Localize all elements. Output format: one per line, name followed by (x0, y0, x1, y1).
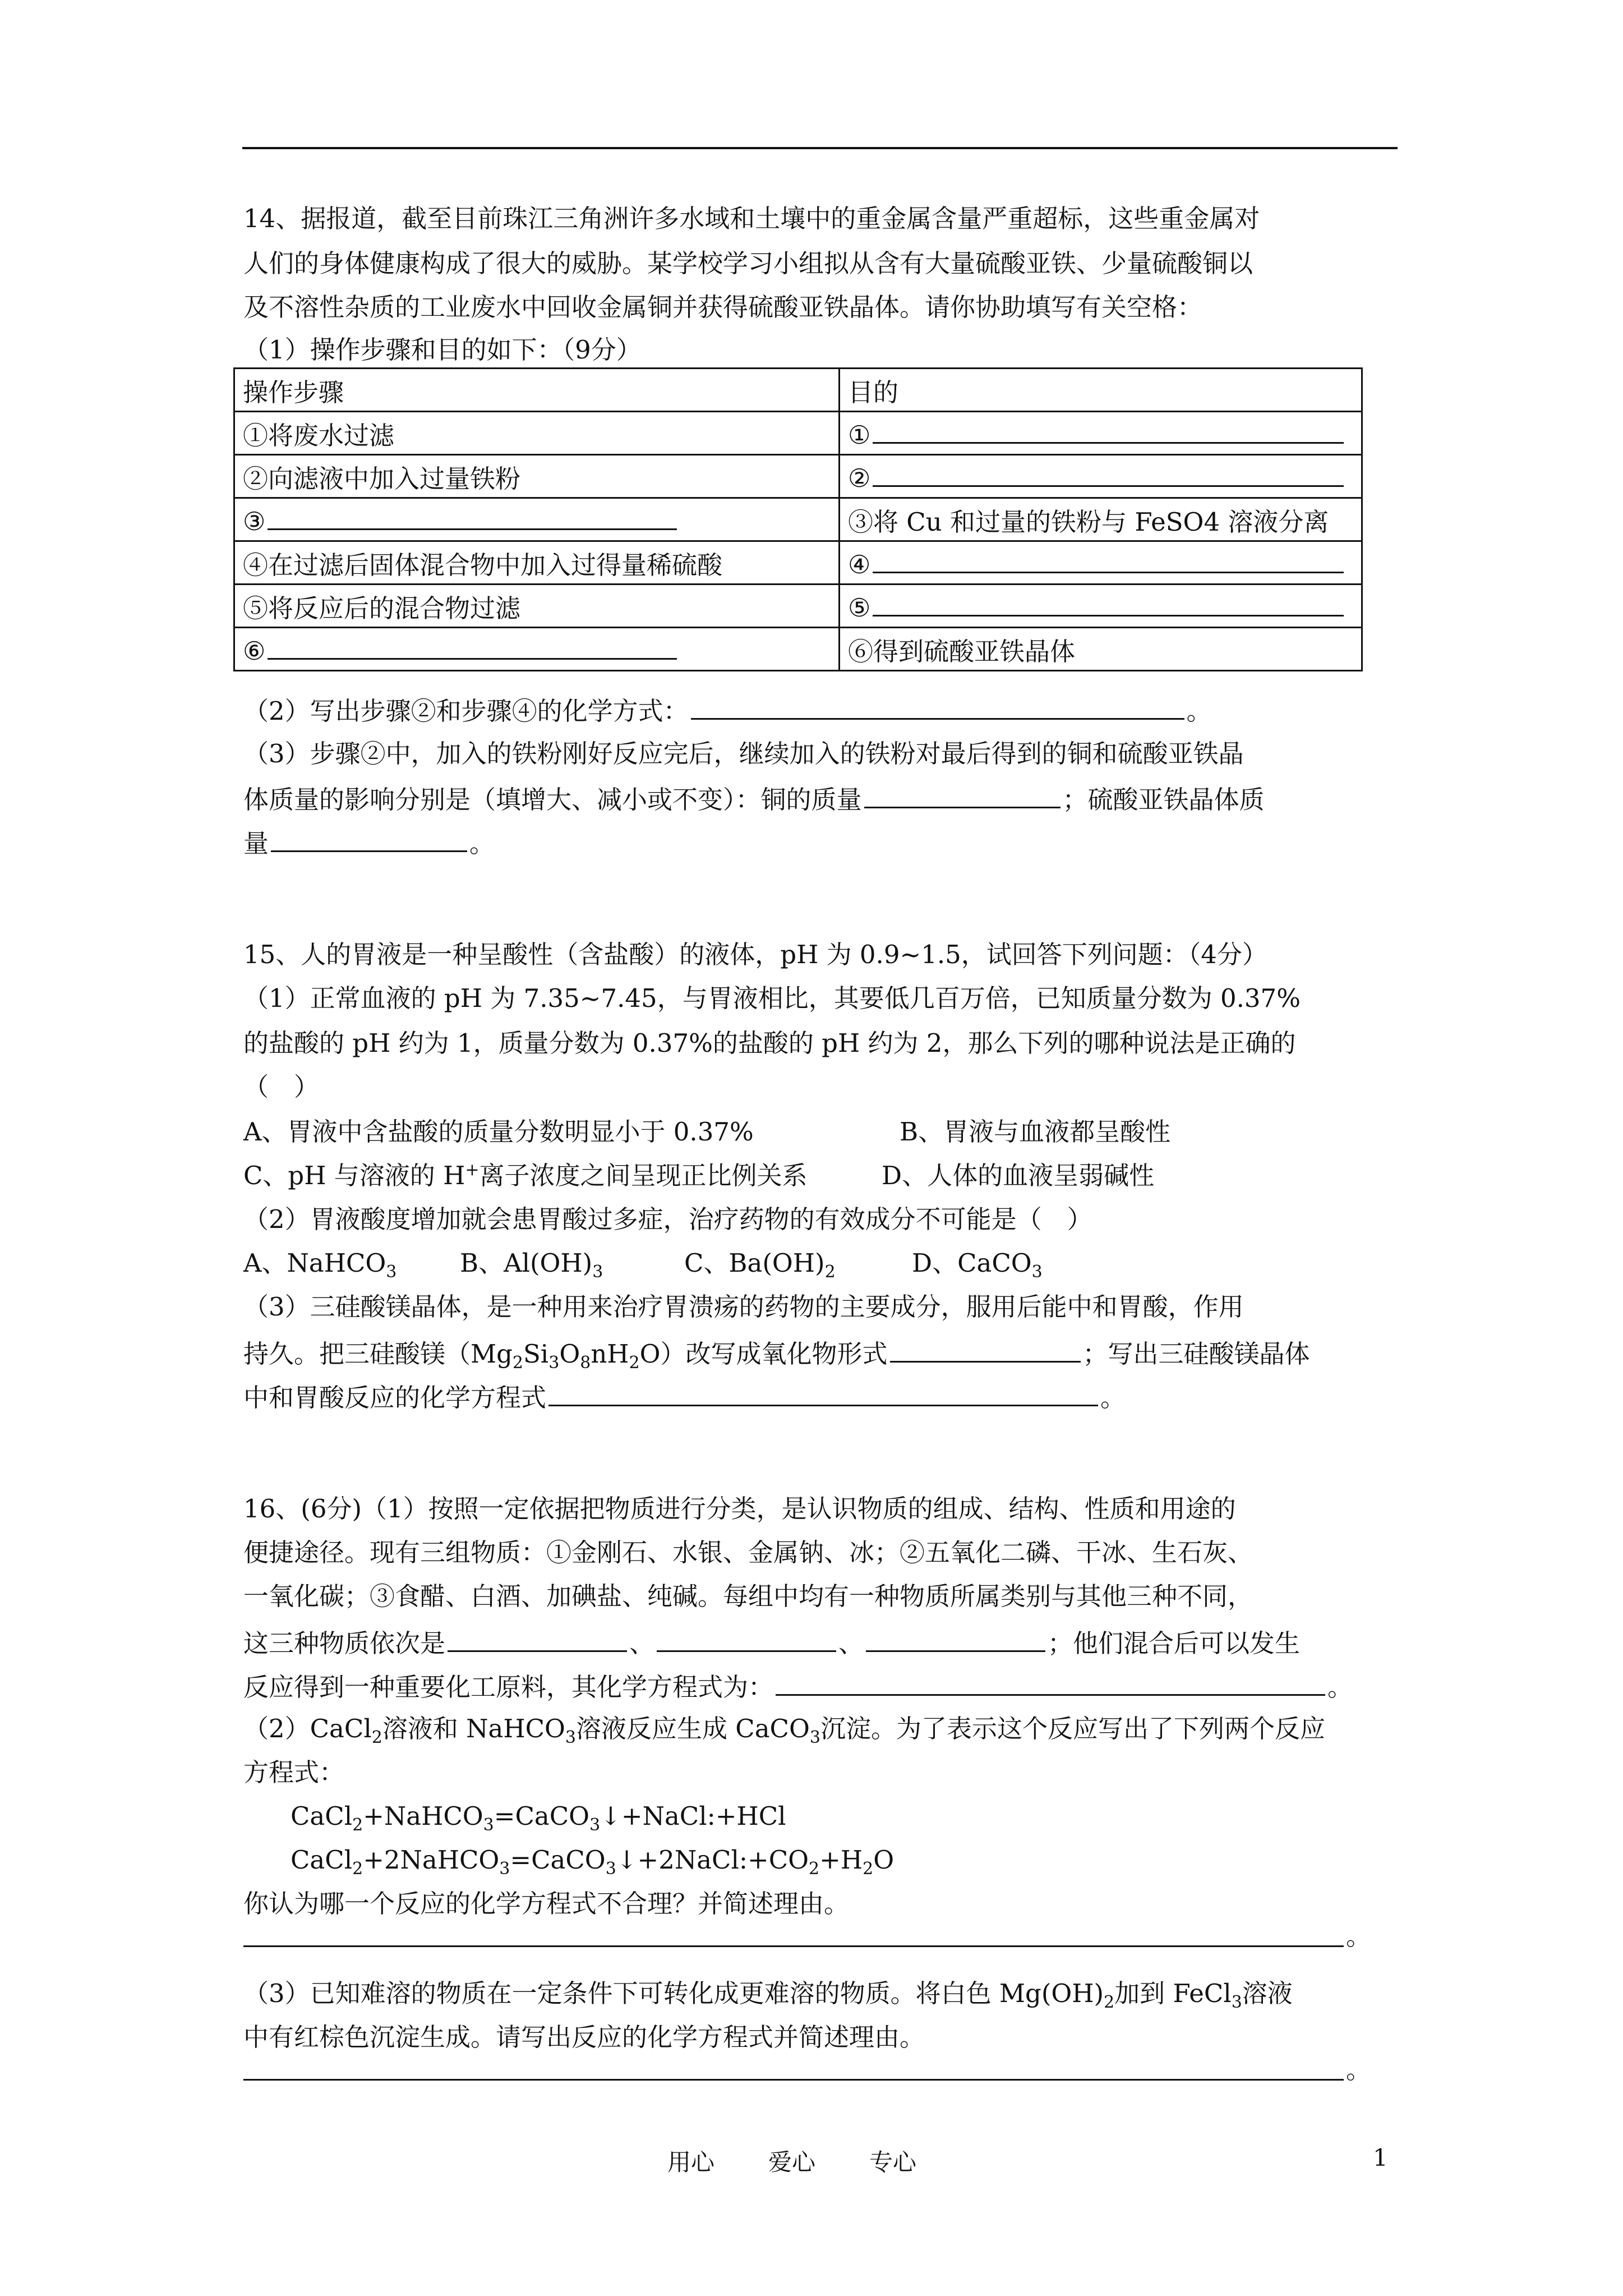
q16-part2-question: 你认为哪一个反应的化学方程式不合理？并简述理由。 (243, 1889, 850, 1918)
q15-part3-line-2: 持久。把三硅酸镁$(Mg_2Si_3O_8nH_2O)$改写成氧化物形式 ；写出三硅酸镁晶体 (243, 1335, 1310, 1371)
q14-line-1: 14、据报道，截至目前珠江三角洲许多水域和土壤中的重金属含量严重超标，这些重金属对 (243, 204, 1260, 233)
q15-line-3: 的盐酸的 pH 约为 1，质量分数为 0.37%的盐酸的 pH 约为 2，那么下列的哪种说法是正确的 (243, 1028, 1296, 1058)
q14-part3-line-2: 体质量的影响分别是（填增大、减小或不变）：铜的质量 ；硫酸亚铁晶体质 (243, 781, 1265, 817)
answer-blank[interactable] (448, 1625, 627, 1652)
answer-blank[interactable] (776, 1668, 1325, 1696)
step-cell: ④在过滤后固体混合物中加入过得量稀硫酸 (234, 541, 840, 585)
q15-option-d: D、人体的血液呈弱碱性 (882, 1161, 1155, 1190)
q15-option-b: B、胃液与血液都呈酸性 (900, 1117, 1171, 1147)
purpose-cell: ④ (840, 541, 1362, 585)
header-purpose: 目的 (840, 369, 1362, 412)
step-cell: ⑥ (234, 628, 840, 671)
purpose-cell: ③将 Cu 和过量的铁粉与 FeSO4 溶液分离 (840, 498, 1362, 541)
step-cell: ①将废水过滤 (234, 412, 840, 455)
table-header-row (234, 369, 1362, 412)
period: 。 (1346, 1921, 1372, 1951)
footer-motto-3: 专心 (869, 2148, 917, 2176)
q15-option-a: A、胃液中含盐酸的质量分数明显小于 0.37% (243, 1117, 754, 1147)
answer-blank[interactable] (271, 825, 467, 852)
q16-line-4: 这三种物质依次是 、 、 ；他们混合后可以发生 (243, 1625, 1300, 1660)
page-number: 1 (1373, 2144, 1388, 2171)
q15-part3-line-3: 中和胃酸反应的化学方程式 。 (243, 1379, 1126, 1415)
answer-blank[interactable] (268, 503, 677, 530)
answer-blank[interactable] (873, 546, 1344, 573)
q16-line-2: 便捷途径。现有三组物质：①金刚石、水银、金属钠、冰；②五氧化二磷、干冰、生石灰、 (243, 1538, 1253, 1567)
period: 。 (1346, 2055, 1372, 2085)
purpose-cell: ① (840, 412, 1362, 455)
q14-part2: （2）写出步骤②和步骤④的化学方式： 。 (243, 692, 1212, 728)
equation-1: CaCl$_2$+NaHCO$_3$=CaCO$_3$↓+NaCl:+HCl (291, 1801, 786, 1835)
q16-part3-line-2: 中有红棕色沉淀生成。请写出反应的化学方程式并简述理由。 (243, 2022, 925, 2052)
q14-part3-line-1: （3）步骤②中，加入的铁粉刚好反应完后，继续加入的铁粉对最后得到的铜和硫酸亚铁晶 (243, 739, 1244, 769)
q16-part2-line-1: （2）CaCl$_2$溶液和 NaHCO$_3$溶液反应生成 CaCO$_3$沉淀。为了表示这个反应写出了下列两个反应 (243, 1714, 1325, 1747)
q14-part3-line-3: 量 。 (243, 825, 495, 861)
q16-line-5: 反应得到一种重要化工原料，其化学方程式为： 。 (243, 1668, 1353, 1704)
table-row (234, 541, 1362, 585)
table-row (234, 455, 1362, 498)
table-row (234, 628, 1362, 671)
top-rule (242, 147, 1398, 149)
answer-blank[interactable] (691, 692, 1184, 720)
q15-bracket: （ ） (243, 1072, 320, 1102)
q15-option-c: C、pH 与溶液的 H+离子浓度之间呈现正比例关系 (243, 1160, 808, 1190)
q16-part2-line-2: 方程式： (243, 1757, 345, 1787)
q15-line-2: （1）正常血液的 pH 为 7.35~7.45，与胃液相比，其要低几百万倍，已知质量分数为 0.37% (243, 983, 1301, 1013)
answer-blank[interactable] (890, 1335, 1081, 1363)
answer-blank[interactable] (657, 1625, 836, 1652)
q15-choice-d: D、CaCO$_3$ (912, 1248, 1043, 1282)
equation-2: $CaCl_2+2NaHCO_3=CaCO_3↓+2NaCl:+CO_2+H_2O$ (291, 1845, 895, 1879)
operation-table (233, 367, 1363, 671)
table-row (234, 498, 1362, 541)
purpose-cell: ⑥得到硫酸亚铁晶体 (840, 628, 1362, 671)
step-cell: ②向滤液中加入过量铁粉 (234, 455, 840, 498)
q16-line-3: 一氧化碳；③食醋、白酒、加碘盐、纯碱。每组中均有一种物质所属类别与其他三种不同， (243, 1581, 1253, 1611)
q15-choice-b: B、$Al(OH)_3$ (460, 1248, 603, 1282)
answer-blank[interactable] (866, 1625, 1045, 1652)
q15-part3-line-1: （3）三硅酸镁晶体，是一种用来治疗胃溃疡的药物的主要成分，服用后能中和胃酸，作用 (243, 1292, 1244, 1322)
purpose-cell: ② (840, 455, 1362, 498)
q15-choice-a: A、NaHCO$_3$ (243, 1248, 397, 1282)
q16-line-1: 16、(6分)（1）按照一定依据把物质进行分类，是认识物质的组成、结构、性质和用途的 (243, 1494, 1236, 1524)
table-row (234, 412, 1362, 455)
purpose-cell: ⑤ (840, 585, 1362, 628)
q15-line-1: 15、人的胃液是一种呈酸性（含盐酸）的液体，pH 为 0.9~1.5，试回答下列问题：（4分） (243, 940, 1267, 969)
q14-line-2: 人们的身体健康构成了很大的威胁。某学校学习小组拟从含有大量硫酸亚铁、少量硫酸铜以 (243, 249, 1253, 278)
answer-blank[interactable] (864, 781, 1061, 808)
answer-line[interactable] (243, 1945, 1344, 1947)
answer-blank[interactable] (873, 589, 1344, 616)
q14-part1-heading: （1）操作步骤和目的如下：（9分） (243, 335, 642, 365)
footer-motto-1: 用心 (667, 2148, 715, 2176)
answer-blank[interactable] (873, 459, 1344, 487)
table-row (234, 585, 1362, 628)
q14-line-3: 及不溶性杂质的工业废水中回收金属铜并获得硫酸亚铁晶体。请你协助填写有关空格： (243, 292, 1203, 322)
answer-blank[interactable] (268, 632, 677, 660)
step-cell: ⑤将反应后的混合物过滤 (234, 585, 840, 628)
answer-line[interactable] (243, 2079, 1344, 2081)
q15-choice-c: C、$Ba(OH)_2$ (684, 1248, 836, 1282)
q16-part3-line-1: （3）已知难溶的物质在一定条件下可转化成更难溶的物质。将白色 $Mg(OH)_2$加到 FeCl$_3$溶液 (243, 1978, 1293, 2012)
footer-motto-2: 爱心 (768, 2148, 816, 2176)
answer-blank[interactable] (873, 416, 1344, 444)
step-cell: ③ (234, 498, 840, 541)
answer-blank[interactable] (548, 1379, 1098, 1406)
q15-part2: （2）胃液酸度增加就会患胃酸过多症，治疗药物的有效成分不可能是（ ） (243, 1204, 1092, 1234)
header-steps: 操作步骤 (234, 369, 840, 412)
